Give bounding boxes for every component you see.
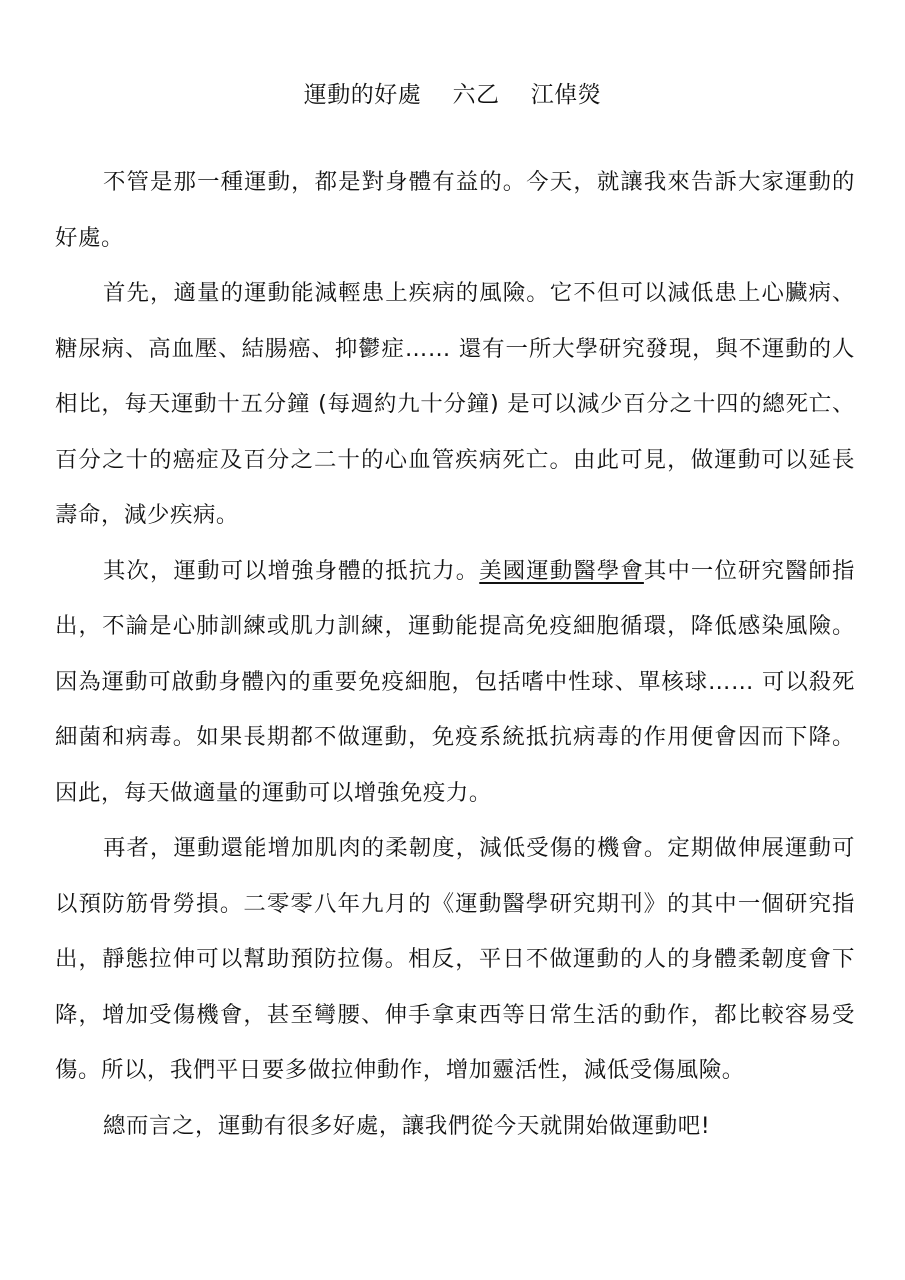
- paragraph-flexibility: 再者，運動還能增加肌肉的柔韌度，減低受傷的機會。定期做伸展運動可以預防筋骨勞損。二零零八年九月的《運動醫學研究期刊》的其中一個研究指出，靜態拉伸可以幫助預防拉傷。相反，平日不做運動的人的身體柔韌度會下降，增加受傷機會，甚至彎腰、伸手拿東西等日常生活的動作，都比較容易受傷。所以，我們平日要多做拉伸動作，增加靈活性，減低受傷風險。: [55, 835, 855, 1083]
- document-title: 運動的好處 六乙 江倬熒: [303, 82, 602, 108]
- paragraph-immunity-before: 其次，運動可以增強身體的抵抗力。: [103, 557, 480, 584]
- paragraph-conclusion: 總而言之，運動有很多好處，讓我們從今天就開始做運動吧!: [103, 1112, 711, 1139]
- paragraph-immunity-after: 其中一位研究醫師指出，不論是心肺訓練或肌力訓練，運動能提高免疫細胞循環，降低感染風險。因為運動可啟動身體內的重要免疫細胞，包括嗜中性球、單核球…… 可以殺死細菌和病毒。如果長期都不做運動，免疫系統抵抗病毒的作用便會因而下降。因此，每天做適量的運動可以增強免疫力。: [55, 557, 856, 806]
- paragraph-disease-risk: 首先，適量的運動能減輕患上疾病的風險。它不但可以減低患上心臟病、糖尿病、高血壓、結腸癌、抑鬱症…… 還有一所大學研究發現，與不運動的人相比，每天運動十五分鐘 (每週約九十分鐘) 是可以減少百分之十四的總死亡、百分之十的癌症及百分之二十的心血管疾病死亡。由此可見，做運動可以延長壽命，減少疾病。: [55, 280, 855, 528]
- document-body: [55, 155, 855, 1154]
- paragraph-intro: 不管是那一種運動，都是對身體有益的。今天，就讓我來告訴大家運動的好處。: [55, 169, 855, 251]
- paragraph-immunity: [55, 544, 855, 822]
- underlined-organization-name: 美國運動醫學會: [479, 557, 644, 584]
